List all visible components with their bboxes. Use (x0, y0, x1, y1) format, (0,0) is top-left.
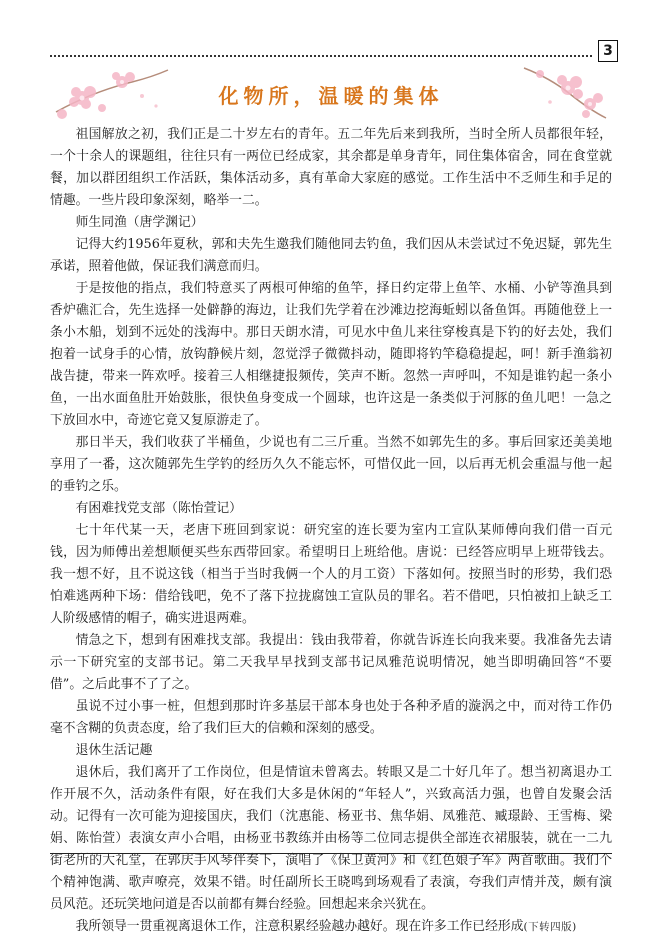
fishing-paragraph-1: 记得大约1956年夏秋，郭和夫先生邀我们随他同去钓鱼，我们因从未尝试过不免迟疑，郭先生承诺，照着他做，保证我们满意而归。 (50, 237, 612, 274)
intro-paragraph: 祖国解放之初，我们正是二十岁左右的青年。五二年先后来到我所，当时全所人员都很年轻，一个十余人的课题组，往往只有一两位已经成家，其余都是单身青年，同住集体宿舍，同在食堂就餐，加以群团组织工作活跃，集体活动多，真有革命大家庭的感觉。工作生活中不乏师生和手足的情趣。一些片段印象深刻，略举一二。 (50, 127, 612, 208)
fishing-paragraph-3: 那日半天，我们收获了半桶鱼，少说也有二三斤重。当然不如郭先生的多。事后回家还美美地享用了一番，这次随郭先生学钓的经历久久不能忘怀，可惜仅此一回，以后再无机会重温与他一起的垂钓之乐。 (50, 435, 612, 494)
page-number: 3 (598, 40, 618, 62)
fishing-paragraph-2: 于是按他的指点，我们特意买了两根可伸缩的鱼竿，择日约定带上鱼竿、水桶、小铲等渔具到香炉礁汇合，先生选择一处僻静的海边，让我们先学着在沙滩边挖海蚯蚓以备鱼饵。再随他登上一条小木船，划到不远处的浅海中。那日天朗水清，可见水中鱼儿来往穿梭真是下钓的好去处，我们抱着一试身手的心情，放钩静候片刻，忽觉浮子微微抖动，随即将钓竿稳稳提起，呵！新手渔翁初战告捷，带来一阵欢呼。接着三人相继捷报频传，笑声不断。忽然一声呼叫，不知是谁钓起一条小鱼，一出水面鱼肚开始鼓胀，很快鱼身变成一个圆球，也许这是一条类似于河豚的鱼儿吧！一急之下放回水中，奇迹它竟又复原游走了。 (50, 281, 612, 428)
section-heading-party-branch: 有困难找党支部（陈怡萱记） (75, 501, 242, 516)
continued-on-page-note: (下转四版) (523, 921, 577, 933)
footer-rule (50, 853, 612, 854)
retirement-paragraph-2-text: 我所领导一贯重视离退休工作，注意积累经验越办越好。现在许多工作已经形成 (75, 919, 524, 934)
article-title: 化物所，温暖的集体 (218, 84, 444, 108)
party-branch-paragraph-2: 情急之下，想到有困难找支部。我提出：钱由我带着，你就告诉连长向我来要。我准备先去请示一下研究室的支部书记。第二天我早早找到支部书记凤雅范说明情况，她当即明确回答“不要借”。之后此事不了了之。 (50, 633, 612, 692)
section-heading-fishing: 师生同渔（唐学渊记） (75, 215, 204, 230)
article-body (50, 124, 612, 938)
header-dotted-rule (50, 55, 592, 57)
section-heading-retirement: 退休生活记趣 (75, 743, 153, 758)
party-branch-paragraph-3: 虽说不过小事一桩，但想到那时许多基层干部本身也处于各种矛盾的漩涡之中，而对待工作仍毫不含糊的负责态度，给了我们巨大的信赖和深刻的感受。 (50, 699, 612, 736)
party-branch-paragraph-1: 七十年代某一天，老唐下班回到家说：研究室的连长要为室内工宣队某师傅向我们借一百元钱，因为师傅出差想顺便买些东西带回家。希望明日上班给他。唐说：已经答应明早上班带钱去。我一想不好，且不说这钱（相当于当时我俩一个人的月工资）下落如何。按照当时的形势，我们恐怕难逃两种下场：借给钱吧，免不了落下拉拢腐蚀工宣队员的罪名。若不借吧，只怕被扣上缺乏工人阶级感情的帽子，确实进退两难。 (50, 523, 612, 626)
retirement-paragraph-1: 退休后，我们离开了工作岗位，但是情谊未曾离去。转眼又是二十好几年了。想当初离退办工作开展不久，活动条件有限，好在我们大多是休闲的“年轻人”，兴致高活力强，也曾自发聚会活动。记得有一次可能为迎接国庆，我们（沈惠能、杨亚书、焦华娟、凤雅范、臧璟龄、王雪梅、梁娟、陈怡萱）表演女声小合唱，由杨亚书教练并由杨等二位同志提供全部连衣裙服装，就在一二九街老所的大礼堂，在郭庆手风琴伴奏下，演唱了《保卫黄河》和《红色娘子军》两首歌曲。我们个个精神饱满、歌声嘹亮，效果不错。时任副所长王晓鸣到场观看了表演，夸我们声情并茂，颇有演员风范。还玩笑地问道是否以前都有舞台经验。回想起来余兴犹在。 (50, 765, 612, 912)
peach-blossom-right-icon (520, 58, 610, 128)
retirement-paragraph-2 (50, 916, 612, 938)
